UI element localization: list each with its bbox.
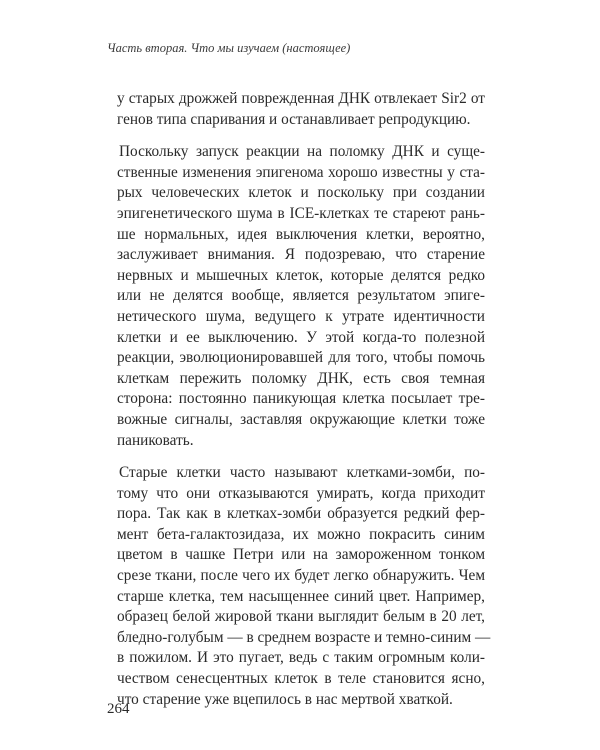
- text-line: чеством сенесцентных клеток в теле становится ясно,: [117, 670, 485, 688]
- text-line: срезе ткани, после чего их будет легко обнаружить. Чем: [117, 567, 485, 585]
- text-line: тому что они отказываются умирать, когда приходит: [117, 484, 485, 502]
- text-line: ше нормальных, идея выключения клетки, вероятно,: [117, 225, 485, 243]
- body-text: [117, 89, 491, 710]
- paragraph-2: [117, 142, 485, 451]
- text-line: вожные сигналы, заставляя окружающие клетки тоже: [117, 410, 485, 428]
- text-line: реакции, эволюционировавшей для того, чтобы помочь: [117, 349, 485, 367]
- text-line: Поскольку запуск реакции на поломку ДНК и суще-: [119, 143, 485, 161]
- text-line: бледно-голубым — в среднем возрасте и темно-синим —: [117, 628, 491, 646]
- text-line: клетки и ее выключению. У этой когда-то полезной: [117, 328, 485, 346]
- text-line: эпигенетического шума в ICE-клетках те стареют рань-: [117, 204, 485, 222]
- text-line: цветом в чашке Петри или на замороженном тонком: [117, 546, 485, 564]
- paragraph-1: [117, 89, 485, 130]
- page-number: 264: [107, 701, 130, 717]
- text-line: пора. Так как в клетках-зомби образуется редкий фер-: [117, 505, 485, 523]
- text-line: образец белой жировой ткани выглядит белым в 20 лет,: [117, 608, 485, 626]
- text-line: клеткам пережить поломку ДНК, есть своя темная: [117, 369, 485, 387]
- running-head: Часть вторая. Что мы изучаем (настоящее): [107, 41, 351, 55]
- text-line: нетического шума, ведущего к утрате идентичности: [117, 307, 485, 325]
- text-line: генов типа спаривания и останавливает репродукцию.: [117, 110, 471, 128]
- text-line: мент бета-галактозидаза, их можно покрасить синим: [117, 525, 485, 543]
- text-line: ственные изменения эпигенома хорошо известны у ста-: [117, 163, 485, 181]
- text-line: или не делятся вообще, является результатом эпиге-: [117, 287, 485, 305]
- text-line: рых человеческих клеток и поскольку при создании: [117, 184, 485, 202]
- text-line: сторона: постоянно паникующая клетка посылает тре-: [117, 390, 485, 408]
- text-line: паниковать.: [117, 431, 194, 449]
- text-line: в пожилом. И это пугает, ведь с таким огромным коли-: [117, 649, 485, 667]
- text-line: нервных и мышечных клеток, которые делятся редко: [117, 266, 485, 284]
- text-line: что старение уже вцепилось в нас мертвой хваткой.: [117, 690, 453, 708]
- text-line: старше клетка, тем насыщеннее синий цвет. Например,: [117, 587, 485, 605]
- paragraph-3: [117, 463, 491, 710]
- text-line: Старые клетки часто называют клетками-зомби, по-: [119, 464, 485, 482]
- text-line: заслуживает внимания. Я подозреваю, что старение: [117, 246, 485, 264]
- text-line: у старых дрожжей поврежденная ДНК отвлекает Sir2 от: [117, 90, 485, 107]
